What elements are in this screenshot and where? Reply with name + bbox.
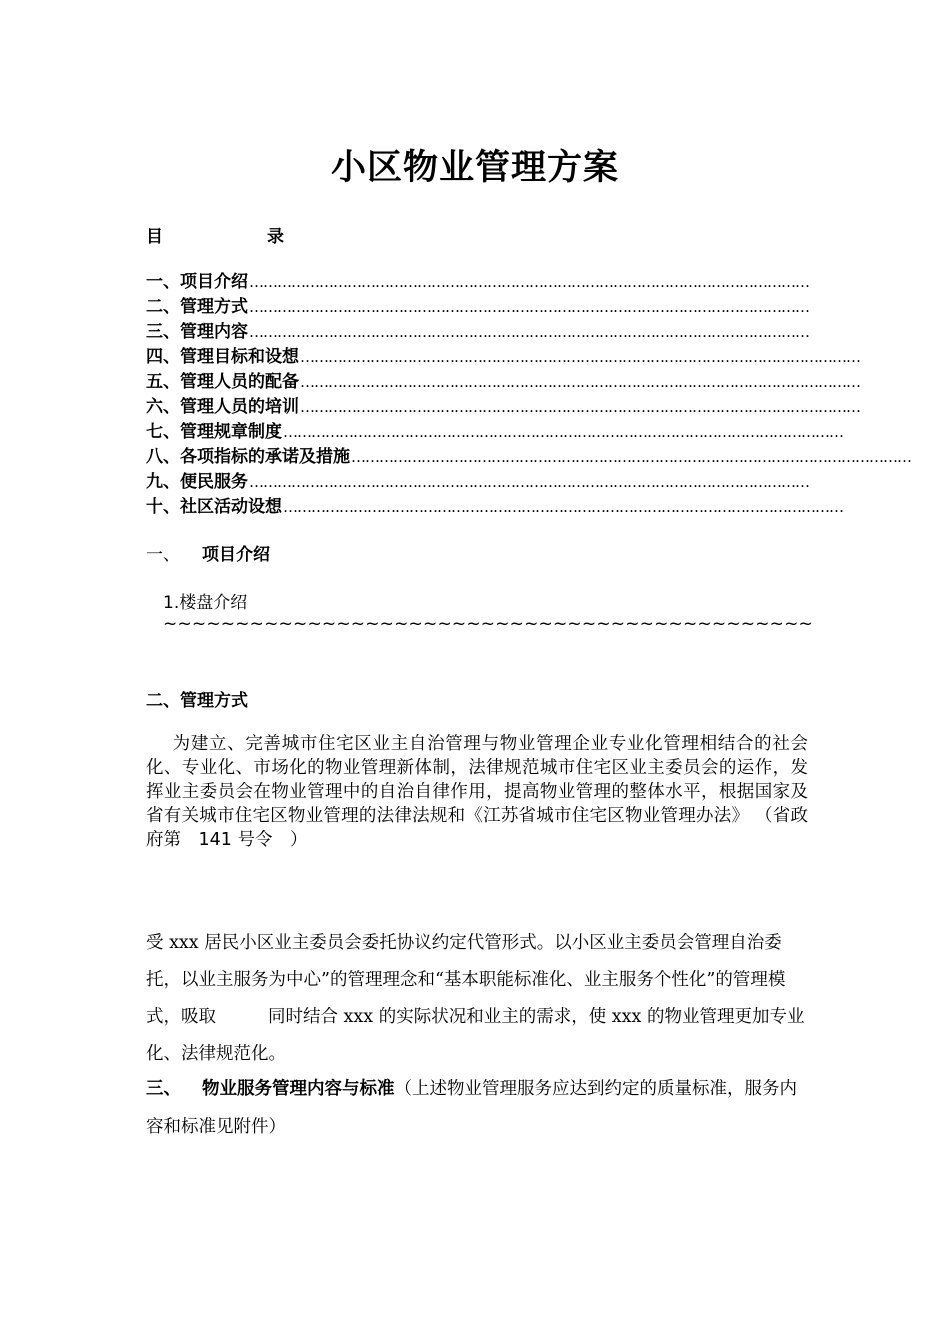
toc-item[interactable]: 六、管理人员的培训 ………………………………………………………………………………………………………… (146, 397, 860, 417)
section-2-heading: 二、管理方式 (146, 691, 248, 711)
section-2-paragraph-2: 受 xxx 居民小区业主委员会委托协议约定代管形式。以小区业主委员会管理自治委托，以业主服务为中心”的管理理念和“基本职能标准化、业主服务个性化”的管理模式，吸取 同时结合 xxx 的实际状况和业主的需求，使 xxx 的物业管理更加专业化、法律规范化。 (146, 933, 805, 1064)
toc-item[interactable]: 四、管理目标和设想 ………………………………………………………………………………………………………… (146, 347, 860, 367)
section-3-number: 三、 (146, 1079, 181, 1099)
toc-heading-left: 目 (146, 227, 163, 247)
section-1-number: 一、 (146, 545, 180, 565)
toc-item[interactable]: 一、项目介绍 ………………………………………………………………………………………………………… (146, 272, 809, 292)
section-3-note: （上述物业管理服务应达到约定的质量标准，服务内容和标准见附件） (146, 1079, 797, 1137)
toc-item[interactable]: 九、便民服务 ………………………………………………………………………………………………………… (146, 472, 809, 492)
toc-item[interactable]: 七、管理规章制度 ………………………………………………………………………………………………………… (146, 422, 843, 442)
page-title: 小区物业管理方案 (330, 148, 619, 188)
toc-heading (146, 222, 284, 247)
section-2-paragraph-1: 为建立、完善城市住宅区业主自治管理与物业管理企业专业化管理相结合的社会化、专业化、市场化的物业管理新体制，法律规范城市住宅区业主委员会的运作，发挥业主委员会在物业管理中的自治自律作用，提高物业管理的整体水平，根据国家及省有关城市住宅区物业管理的法律法规和《江苏省城市住宅区物业管理办法》 （省政府第 141 号令 ） (146, 734, 808, 850)
section-3-title: 物业服务管理内容与标准 (202, 1079, 395, 1099)
toc-heading-right: 录 (267, 227, 284, 247)
toc-item[interactable]: 三、管理内容 ………………………………………………………………………………………………………… (146, 322, 809, 342)
toc-item[interactable]: 二、管理方式 ………………………………………………………………………………………………………… (146, 297, 809, 317)
section-1-title: 项目介绍 (202, 545, 270, 565)
section-1-heading (146, 540, 270, 565)
section-3-heading (146, 1070, 808, 1146)
toc-item[interactable]: 十、社区活动设想 ………………………………………………………………………………………………………… (146, 497, 843, 517)
tilde-placeholder: ~~~~~~~~~~~~~~~~~~~~~~~~~~~~~~~~~~~~~~~~~~~~~ (163, 614, 813, 634)
table-of-contents (146, 270, 911, 520)
section-1-subheading: 1.楼盘介绍 (163, 593, 248, 613)
toc-item[interactable]: 八、各项指标的承诺及措施 ………………………………………………………………………………………………………… (146, 447, 911, 467)
decree-reference: （省政府第 141 号令 ） (146, 806, 808, 850)
toc-item[interactable]: 五、管理人员的配备 ………………………………………………………………………………………………………… (146, 372, 860, 392)
